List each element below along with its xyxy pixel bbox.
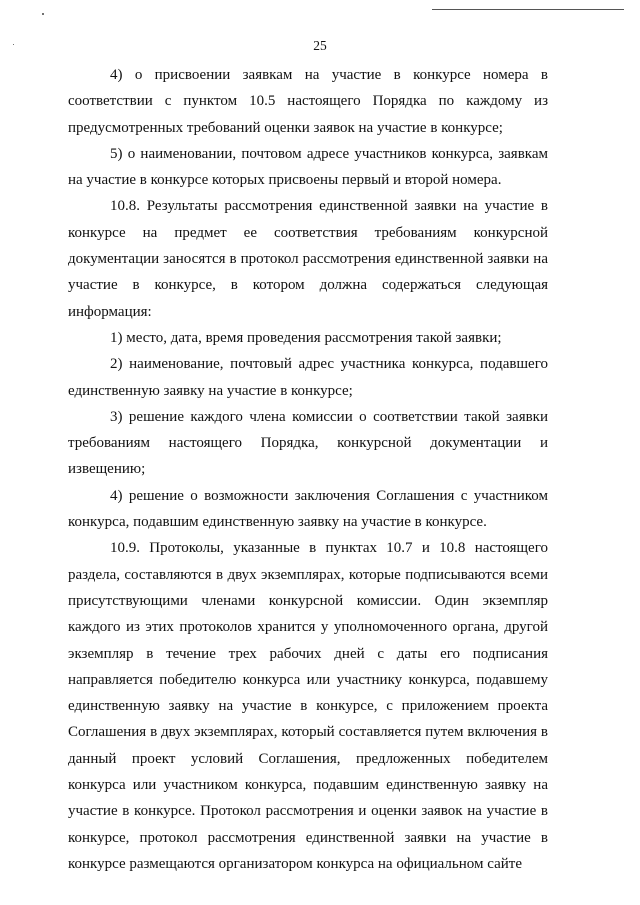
paragraph-item-4: 4) о присвоении заявкам на участие в конкурсе номера в соответствии с пунктом 10.5 настоящего Порядка по каждому из предусмотренных требований оценки заявок на участие в конкурсе; <box>68 67 548 136</box>
paragraph-item-1: 1) место, дата, время проведения рассмотрения такой заявки; <box>110 329 502 346</box>
paragraph-item-3: 3) решение каждого члена комиссии о соответствии такой заявки требованиям настоящего Порядка, конкурсной документации и извещению; <box>68 408 548 478</box>
paragraph-item-4b: 4) решение о возможности заключения Соглашения с участником конкурса, подавшим единственную заявку на участие в конкурсе. <box>68 487 548 531</box>
page-number: 25 <box>313 38 327 53</box>
document-body <box>68 62 548 877</box>
paragraph-item-2: 2) наименование, почтовый адрес участника конкурса, подавшего единственную заявку на участие в конкурсе; <box>68 356 548 399</box>
paragraph-section-10-8: 10.8. Результаты рассмотрения единственной заявки на участие в конкурсе на предмет ее соответствия требованиям конкурсной документации заносятся в протокол рассмотрения единственной заявки на участие в конкурсе, в котором должна содержаться следующая информация: <box>68 198 548 320</box>
scan-artifact-dot <box>42 13 44 15</box>
paragraph-section-10-9: 10.9. Протоколы, указанные в пунктах 10.7 и 10.8 настоящего раздела, составляются в двух экземплярах, которые подписываются всеми присутствующими членами конкурсной комиссии. Один экземпляр каждого из этих протоколов хранится у уполномоченного органа, другой экземпляр в течение трех рабочих дней с даты его подписания направляется победителю конкурса или участнику конкурса, подавшему единственную заявку на участие в конкурсе, с приложением проекта Соглашения в двух экземплярах, который составляется путем включения в данный проект условий Соглашения, предложенных победителем конкурса или участником конкурса, подавшим единственную заявку на участие в конкурсе. Протокол рассмотрения и оценки заявок на участие в конкурсе, протокол рассмотрения единственной заявки на участие в конкурсе размещаются организатором конкурса на официальном сайте <box>68 540 548 872</box>
paragraph-item-5: 5) о наименовании, почтовом адресе участников конкурса, заявкам на участие в конкурсе которых присвоены первый и второй номера. <box>68 145 548 189</box>
scan-artifact-line <box>432 9 624 10</box>
